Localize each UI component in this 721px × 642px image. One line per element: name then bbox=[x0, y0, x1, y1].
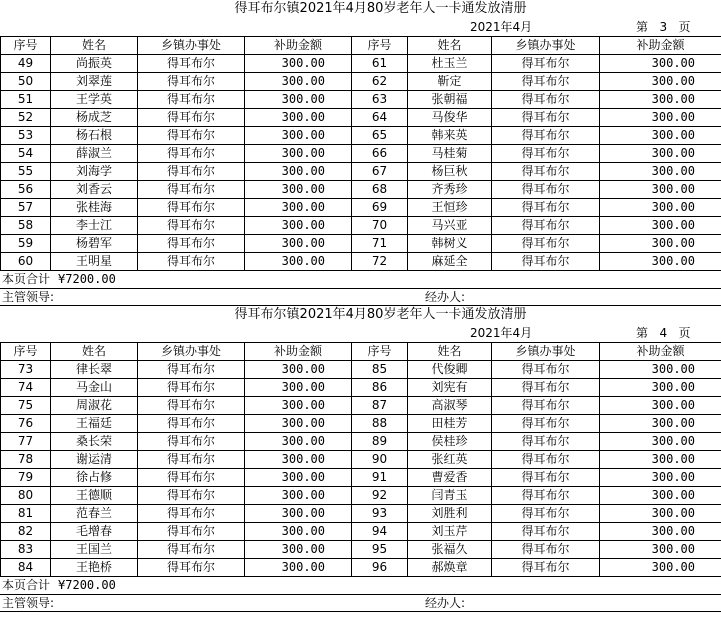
row-number: 59 bbox=[1, 235, 51, 253]
person-name: 律长翠 bbox=[51, 361, 138, 379]
row-number: 85 bbox=[352, 361, 408, 379]
person-name: 范春兰 bbox=[51, 505, 138, 523]
column-header: 姓名 bbox=[51, 37, 138, 55]
subsidy-amount: 300.00 bbox=[245, 109, 352, 127]
person-name: 毛增春 bbox=[51, 523, 138, 541]
person-name: 韩树义 bbox=[408, 235, 492, 253]
subsidy-amount: 300.00 bbox=[600, 109, 721, 127]
table-row bbox=[1, 379, 721, 397]
row-number: 57 bbox=[1, 199, 51, 217]
table-row bbox=[1, 181, 721, 199]
row-number: 70 bbox=[352, 217, 408, 235]
person-name: 尚振英 bbox=[51, 55, 138, 73]
subsidy-amount: 300.00 bbox=[600, 199, 721, 217]
person-name: 靳定 bbox=[408, 73, 492, 91]
row-number: 67 bbox=[352, 163, 408, 181]
page-total: 本页合计 ¥7200.00 bbox=[0, 577, 721, 595]
row-number: 64 bbox=[352, 109, 408, 127]
subsidy-amount: 300.00 bbox=[245, 469, 352, 487]
subsidy-amount: 300.00 bbox=[245, 541, 352, 559]
township-office: 得耳布尔 bbox=[138, 73, 245, 91]
township-office: 得耳布尔 bbox=[492, 523, 600, 541]
township-office: 得耳布尔 bbox=[138, 523, 245, 541]
row-number: 72 bbox=[352, 253, 408, 271]
subsidy-amount: 300.00 bbox=[245, 415, 352, 433]
township-office: 得耳布尔 bbox=[492, 361, 600, 379]
subsidy-amount: 300.00 bbox=[600, 487, 721, 505]
table-row bbox=[1, 487, 721, 505]
subsidy-amount: 300.00 bbox=[600, 145, 721, 163]
page-total-value: ¥7200.00 bbox=[58, 272, 116, 286]
township-office: 得耳布尔 bbox=[138, 217, 245, 235]
subsidy-amount: 300.00 bbox=[245, 73, 352, 91]
person-name: 张红英 bbox=[408, 451, 492, 469]
township-office: 得耳布尔 bbox=[492, 433, 600, 451]
person-name: 刘玉芹 bbox=[408, 523, 492, 541]
handler-label: 经办人: bbox=[425, 596, 466, 610]
person-name: 齐秀珍 bbox=[408, 181, 492, 199]
person-name: 李士江 bbox=[51, 217, 138, 235]
person-name: 刘胜利 bbox=[408, 505, 492, 523]
column-header: 序号 bbox=[1, 37, 51, 55]
row-number: 87 bbox=[352, 397, 408, 415]
township-office: 得耳布尔 bbox=[138, 55, 245, 73]
subsidy-amount: 300.00 bbox=[245, 145, 352, 163]
row-number: 82 bbox=[1, 523, 51, 541]
township-office: 得耳布尔 bbox=[138, 505, 245, 523]
row-number: 56 bbox=[1, 181, 51, 199]
township-office: 得耳布尔 bbox=[138, 541, 245, 559]
person-name: 马俊华 bbox=[408, 109, 492, 127]
township-office: 得耳布尔 bbox=[492, 127, 600, 145]
township-office: 得耳布尔 bbox=[492, 199, 600, 217]
subsidy-amount: 300.00 bbox=[600, 55, 721, 73]
column-header: 姓名 bbox=[51, 343, 138, 361]
roster-table bbox=[0, 36, 721, 271]
roster-table bbox=[0, 342, 721, 577]
row-number: 78 bbox=[1, 451, 51, 469]
subsidy-amount: 300.00 bbox=[245, 505, 352, 523]
table-row bbox=[1, 397, 721, 415]
township-office: 得耳布尔 bbox=[492, 217, 600, 235]
column-header: 乡镇办事处 bbox=[138, 343, 245, 361]
subsidy-amount: 300.00 bbox=[245, 181, 352, 199]
period-label: 2021年4月 bbox=[470, 20, 533, 34]
subsidy-amount: 300.00 bbox=[600, 163, 721, 181]
township-office: 得耳布尔 bbox=[492, 91, 600, 109]
township-office: 得耳布尔 bbox=[492, 541, 600, 559]
period-row bbox=[0, 18, 721, 36]
row-number: 77 bbox=[1, 433, 51, 451]
row-number: 52 bbox=[1, 109, 51, 127]
subsidy-amount: 300.00 bbox=[600, 181, 721, 199]
row-number: 68 bbox=[352, 181, 408, 199]
signature-row bbox=[0, 595, 721, 612]
person-name: 韩来英 bbox=[408, 127, 492, 145]
table-row bbox=[1, 559, 721, 577]
table-header-row bbox=[1, 343, 721, 361]
township-office: 得耳布尔 bbox=[492, 253, 600, 271]
page-total-value: ¥7200.00 bbox=[58, 578, 116, 592]
subsidy-amount: 300.00 bbox=[600, 505, 721, 523]
township-office: 得耳布尔 bbox=[492, 55, 600, 73]
township-office: 得耳布尔 bbox=[138, 109, 245, 127]
person-name: 王德顺 bbox=[51, 487, 138, 505]
period-label: 2021年4月 bbox=[470, 326, 533, 340]
person-name: 马金山 bbox=[51, 379, 138, 397]
row-number: 90 bbox=[352, 451, 408, 469]
table-row bbox=[1, 253, 721, 271]
township-office: 得耳布尔 bbox=[138, 487, 245, 505]
township-office: 得耳布尔 bbox=[492, 469, 600, 487]
subsidy-amount: 300.00 bbox=[245, 163, 352, 181]
township-office: 得耳布尔 bbox=[138, 415, 245, 433]
township-office: 得耳布尔 bbox=[492, 73, 600, 91]
township-office: 得耳布尔 bbox=[492, 505, 600, 523]
period-row bbox=[0, 324, 721, 342]
township-office: 得耳布尔 bbox=[492, 163, 600, 181]
table-row bbox=[1, 541, 721, 559]
table-row bbox=[1, 469, 721, 487]
table-row bbox=[1, 199, 721, 217]
column-header: 乡镇办事处 bbox=[492, 37, 600, 55]
township-office: 得耳布尔 bbox=[138, 451, 245, 469]
table-row bbox=[1, 415, 721, 433]
township-office: 得耳布尔 bbox=[492, 379, 600, 397]
row-number: 84 bbox=[1, 559, 51, 577]
table-row bbox=[1, 217, 721, 235]
row-number: 49 bbox=[1, 55, 51, 73]
township-office: 得耳布尔 bbox=[138, 127, 245, 145]
person-name: 刘海学 bbox=[51, 163, 138, 181]
person-name: 马兴亚 bbox=[408, 217, 492, 235]
column-header: 补助金额 bbox=[600, 37, 721, 55]
page-block-3 bbox=[0, 0, 721, 306]
subsidy-amount: 300.00 bbox=[245, 433, 352, 451]
person-name: 张福久 bbox=[408, 541, 492, 559]
row-number: 95 bbox=[352, 541, 408, 559]
person-name: 刘香云 bbox=[51, 181, 138, 199]
page-number: 第 3 页 bbox=[636, 20, 692, 34]
person-name: 闫青玉 bbox=[408, 487, 492, 505]
subsidy-amount: 300.00 bbox=[245, 91, 352, 109]
row-number: 94 bbox=[352, 523, 408, 541]
page-number: 第 4 页 bbox=[636, 326, 692, 340]
subsidy-amount: 300.00 bbox=[245, 379, 352, 397]
table-row bbox=[1, 235, 721, 253]
column-header: 序号 bbox=[1, 343, 51, 361]
row-number: 55 bbox=[1, 163, 51, 181]
row-number: 50 bbox=[1, 73, 51, 91]
subsidy-amount: 300.00 bbox=[600, 91, 721, 109]
person-name: 代俊卿 bbox=[408, 361, 492, 379]
table-row bbox=[1, 163, 721, 181]
person-name: 张朝福 bbox=[408, 91, 492, 109]
row-number: 58 bbox=[1, 217, 51, 235]
table-row bbox=[1, 109, 721, 127]
table-header-row bbox=[1, 37, 721, 55]
column-header: 补助金额 bbox=[245, 343, 352, 361]
row-number: 79 bbox=[1, 469, 51, 487]
row-number: 96 bbox=[352, 559, 408, 577]
row-number: 83 bbox=[1, 541, 51, 559]
subsidy-amount: 300.00 bbox=[600, 523, 721, 541]
table-row bbox=[1, 91, 721, 109]
person-name: 谢运清 bbox=[51, 451, 138, 469]
person-name: 杜玉兰 bbox=[408, 55, 492, 73]
subsidy-amount: 300.00 bbox=[600, 127, 721, 145]
subsidy-amount: 300.00 bbox=[600, 451, 721, 469]
column-header: 序号 bbox=[352, 37, 408, 55]
person-name: 田桂芳 bbox=[408, 415, 492, 433]
row-number: 62 bbox=[352, 73, 408, 91]
row-number: 86 bbox=[352, 379, 408, 397]
person-name: 周淑花 bbox=[51, 397, 138, 415]
subsidy-amount: 300.00 bbox=[245, 559, 352, 577]
table-row bbox=[1, 505, 721, 523]
person-name: 麻延全 bbox=[408, 253, 492, 271]
person-name: 高淑琴 bbox=[408, 397, 492, 415]
column-header: 序号 bbox=[352, 343, 408, 361]
row-number: 89 bbox=[352, 433, 408, 451]
township-office: 得耳布尔 bbox=[492, 415, 600, 433]
subsidy-amount: 300.00 bbox=[600, 541, 721, 559]
person-name: 马桂菊 bbox=[408, 145, 492, 163]
row-number: 76 bbox=[1, 415, 51, 433]
subsidy-amount: 300.00 bbox=[600, 415, 721, 433]
subsidy-amount: 300.00 bbox=[600, 559, 721, 577]
subsidy-amount: 300.00 bbox=[245, 451, 352, 469]
subsidy-amount: 300.00 bbox=[600, 433, 721, 451]
township-office: 得耳布尔 bbox=[492, 181, 600, 199]
row-number: 54 bbox=[1, 145, 51, 163]
row-number: 61 bbox=[352, 55, 408, 73]
person-name: 桑长荣 bbox=[51, 433, 138, 451]
table-row bbox=[1, 55, 721, 73]
subsidy-amount: 300.00 bbox=[245, 55, 352, 73]
page-title: 得耳布尔镇2021年4月80岁老年人一卡通发放清册 bbox=[234, 307, 527, 322]
row-number: 74 bbox=[1, 379, 51, 397]
page-total: 本页合计 ¥7200.00 bbox=[0, 271, 721, 289]
person-name: 郝焕章 bbox=[408, 559, 492, 577]
subsidy-amount: 300.00 bbox=[600, 379, 721, 397]
column-header: 姓名 bbox=[408, 37, 492, 55]
row-number: 71 bbox=[352, 235, 408, 253]
township-office: 得耳布尔 bbox=[492, 559, 600, 577]
subsidy-amount: 300.00 bbox=[600, 217, 721, 235]
subsidy-amount: 300.00 bbox=[245, 217, 352, 235]
township-office: 得耳布尔 bbox=[492, 109, 600, 127]
row-number: 66 bbox=[352, 145, 408, 163]
township-office: 得耳布尔 bbox=[492, 145, 600, 163]
column-header: 补助金额 bbox=[245, 37, 352, 55]
township-office: 得耳布尔 bbox=[138, 397, 245, 415]
subsidy-amount: 300.00 bbox=[600, 253, 721, 271]
table-row bbox=[1, 451, 721, 469]
township-office: 得耳布尔 bbox=[138, 199, 245, 217]
person-name: 刘翠莲 bbox=[51, 73, 138, 91]
township-office: 得耳布尔 bbox=[138, 91, 245, 109]
person-name: 王国兰 bbox=[51, 541, 138, 559]
township-office: 得耳布尔 bbox=[138, 379, 245, 397]
subsidy-amount: 300.00 bbox=[245, 361, 352, 379]
row-number: 53 bbox=[1, 127, 51, 145]
township-office: 得耳布尔 bbox=[492, 451, 600, 469]
township-office: 得耳布尔 bbox=[138, 181, 245, 199]
subsidy-amount: 300.00 bbox=[245, 253, 352, 271]
subsidy-amount: 300.00 bbox=[600, 397, 721, 415]
township-office: 得耳布尔 bbox=[138, 163, 245, 181]
table-row bbox=[1, 361, 721, 379]
person-name: 杨碧军 bbox=[51, 235, 138, 253]
person-name: 王学英 bbox=[51, 91, 138, 109]
row-number: 88 bbox=[352, 415, 408, 433]
handler-label: 经办人: bbox=[425, 290, 466, 304]
subsidy-amount: 300.00 bbox=[245, 523, 352, 541]
column-header: 乡镇办事处 bbox=[138, 37, 245, 55]
township-office: 得耳布尔 bbox=[492, 235, 600, 253]
subsidy-amount: 300.00 bbox=[600, 469, 721, 487]
township-office: 得耳布尔 bbox=[492, 487, 600, 505]
page-title: 得耳布尔镇2021年4月80岁老年人一卡通发放清册 bbox=[234, 1, 527, 16]
township-office: 得耳布尔 bbox=[492, 397, 600, 415]
row-number: 75 bbox=[1, 397, 51, 415]
row-number: 60 bbox=[1, 253, 51, 271]
person-name: 王恒珍 bbox=[408, 199, 492, 217]
township-office: 得耳布尔 bbox=[138, 235, 245, 253]
row-number: 92 bbox=[352, 487, 408, 505]
table-row bbox=[1, 73, 721, 91]
person-name: 薛淑兰 bbox=[51, 145, 138, 163]
subsidy-amount: 300.00 bbox=[245, 397, 352, 415]
township-office: 得耳布尔 bbox=[138, 469, 245, 487]
subsidy-amount: 300.00 bbox=[245, 487, 352, 505]
page-block-4 bbox=[0, 306, 721, 612]
person-name: 曹爱香 bbox=[408, 469, 492, 487]
column-header: 姓名 bbox=[408, 343, 492, 361]
person-name: 杨成芝 bbox=[51, 109, 138, 127]
subsidy-amount: 300.00 bbox=[245, 235, 352, 253]
person-name: 侯桂珍 bbox=[408, 433, 492, 451]
township-office: 得耳布尔 bbox=[138, 361, 245, 379]
table-row bbox=[1, 127, 721, 145]
row-number: 69 bbox=[352, 199, 408, 217]
person-name: 王明星 bbox=[51, 253, 138, 271]
row-number: 80 bbox=[1, 487, 51, 505]
leader-label: 主管领导: bbox=[2, 290, 55, 304]
leader-label: 主管领导: bbox=[2, 596, 55, 610]
table-row bbox=[1, 145, 721, 163]
column-header: 乡镇办事处 bbox=[492, 343, 600, 361]
table-row bbox=[1, 433, 721, 451]
person-name: 王福廷 bbox=[51, 415, 138, 433]
township-office: 得耳布尔 bbox=[138, 559, 245, 577]
row-number: 73 bbox=[1, 361, 51, 379]
row-number: 65 bbox=[352, 127, 408, 145]
row-number: 93 bbox=[352, 505, 408, 523]
person-name: 徐占修 bbox=[51, 469, 138, 487]
subsidy-amount: 300.00 bbox=[600, 73, 721, 91]
subsidy-amount: 300.00 bbox=[600, 361, 721, 379]
subsidy-amount: 300.00 bbox=[600, 235, 721, 253]
row-number: 81 bbox=[1, 505, 51, 523]
person-name: 王艳桥 bbox=[51, 559, 138, 577]
person-name: 杨石根 bbox=[51, 127, 138, 145]
row-number: 51 bbox=[1, 91, 51, 109]
person-name: 张桂海 bbox=[51, 199, 138, 217]
column-header: 补助金额 bbox=[600, 343, 721, 361]
township-office: 得耳布尔 bbox=[138, 253, 245, 271]
person-name: 杨巨秋 bbox=[408, 163, 492, 181]
table-row bbox=[1, 523, 721, 541]
subsidy-amount: 300.00 bbox=[245, 199, 352, 217]
signature-row bbox=[0, 289, 721, 306]
row-number: 63 bbox=[352, 91, 408, 109]
township-office: 得耳布尔 bbox=[138, 145, 245, 163]
row-number: 91 bbox=[352, 469, 408, 487]
person-name: 刘宪有 bbox=[408, 379, 492, 397]
township-office: 得耳布尔 bbox=[138, 433, 245, 451]
subsidy-amount: 300.00 bbox=[245, 127, 352, 145]
